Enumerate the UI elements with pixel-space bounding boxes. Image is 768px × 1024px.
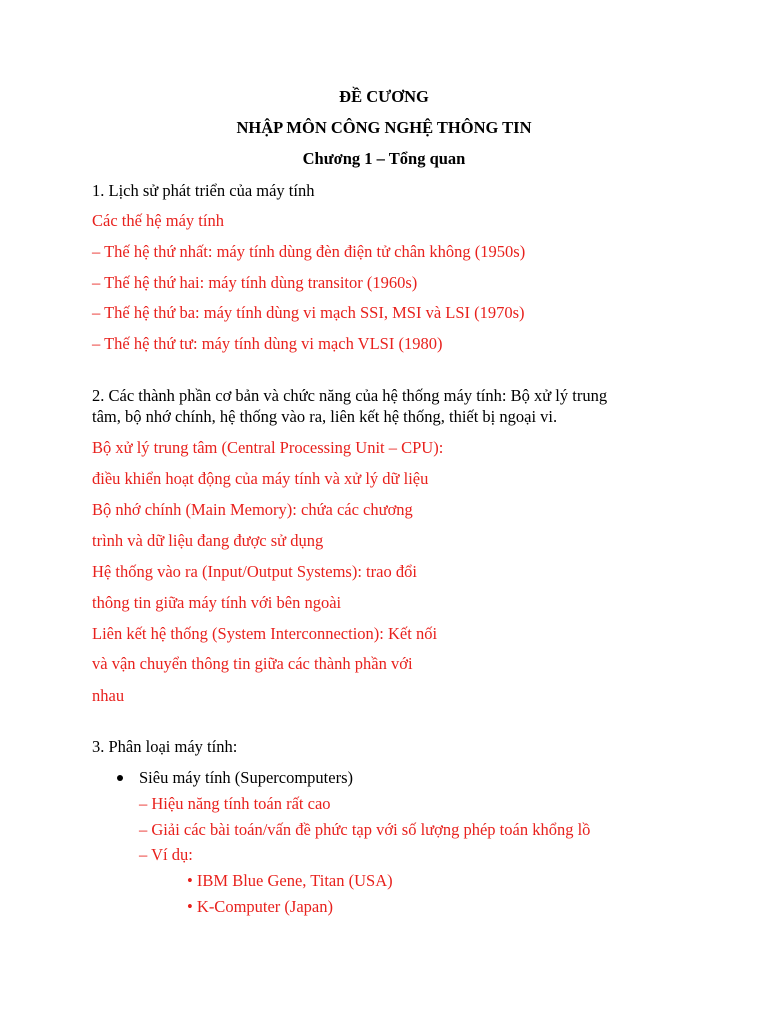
section3-sub-item: – Hiệu năng tính toán rất cao [139, 794, 331, 813]
section2-heading-line2: tâm, bộ nhớ chính, hệ thống vào ra, liên kết hệ thống, thiết bị ngoại vi. [92, 407, 558, 426]
section2-line: trình và dữ liệu đang được sử dụng [92, 531, 324, 550]
section1-item: – Thế hệ thứ tư: máy tính dùng vi mạch VLSI (1980) [92, 334, 443, 353]
section1-heading: 1. Lịch sử phát triển của máy tính [92, 181, 315, 200]
page-subtitle: NHẬP MÔN CÔNG NGHỆ THÔNG TIN [236, 118, 532, 137]
section3-sub-item: – Giải các bài toán/vấn đề phức tạp với số lượng phép toán khổng lồ [139, 820, 591, 839]
section1-item: – Thế hệ thứ hai: máy tính dùng transitor (1960s) [92, 273, 418, 292]
section3-bullet: Siêu máy tính (Supercomputers) [139, 768, 354, 787]
page-title: ĐỀ CƯƠNG [339, 87, 429, 106]
section2-line: Bộ nhớ chính (Main Memory): chứa các chương [92, 500, 413, 519]
bullet-icon [117, 775, 123, 781]
section2-line: thông tin giữa máy tính với bên ngoài [92, 593, 342, 612]
section1-item: – Thế hệ thứ nhất: máy tính dùng đèn điện tử chân không (1950s) [92, 242, 526, 261]
section3-sub-item: – Ví dụ: [139, 845, 193, 864]
section2-line: nhau [92, 686, 125, 705]
section2-line: Hệ thống vào ra (Input/Output Systems): trao đổi [92, 562, 417, 581]
section1-subheading: Các thế hệ máy tính [92, 211, 224, 230]
section2-line: Bộ xử lý trung tâm (Central Processing Unit – CPU): [92, 438, 444, 457]
section2-line: điều khiển hoạt động của máy tính và xử lý dữ liệu [92, 469, 429, 488]
chapter-title: Chương 1 – Tổng quan [302, 149, 466, 168]
section1-item: – Thế hệ thứ ba: máy tính dùng vi mạch SSI, MSI và LSI (1970s) [92, 303, 525, 322]
section3-example: • K-Computer (Japan) [187, 897, 333, 916]
section2-line: và vận chuyển thông tin giữa các thành phần với [92, 654, 413, 673]
section2-heading-line1: 2. Các thành phần cơ bản và chức năng của hệ thống máy tính: Bộ xử lý trung [92, 386, 608, 405]
section3-example: • IBM Blue Gene, Titan (USA) [187, 871, 393, 890]
section2-line: Liên kết hệ thống (System Interconnection): Kết nối [92, 624, 438, 643]
section3-heading: 3. Phân loại máy tính: [92, 737, 238, 756]
